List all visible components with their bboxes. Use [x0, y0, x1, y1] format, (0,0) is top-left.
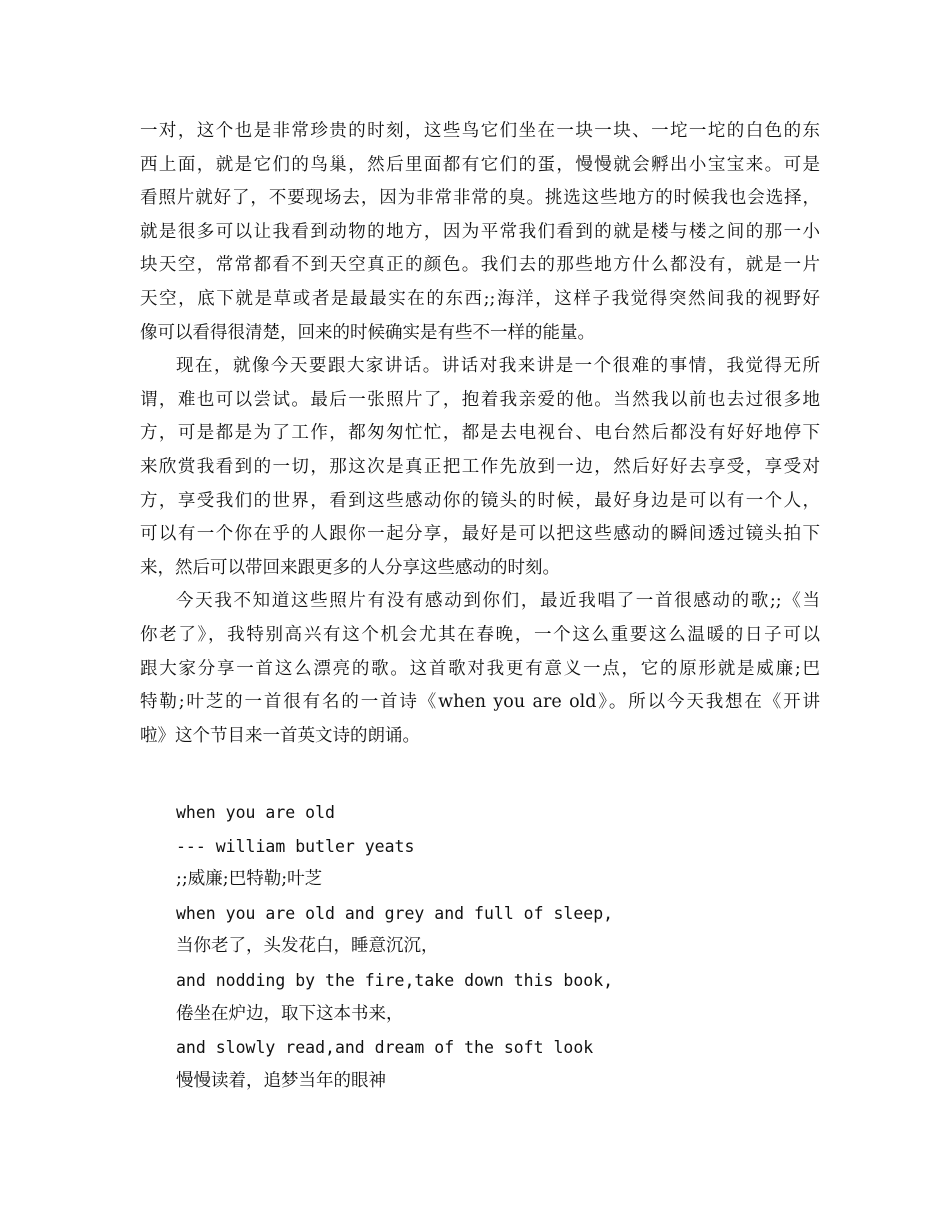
- text-line: 一对，这个也是非常珍贵的时刻，这些鸟它们坐在一块一块、一坨一坨的白色的东: [140, 121, 820, 141]
- text-line: 块天空，常常都看不到天空真正的颜色。我们去的那些地方什么都没有，就是一片: [140, 255, 820, 276]
- text-line: 可以有一个你在乎的人跟你一起分享，最好是可以把这些感动的瞬间透过镜头拍下: [140, 524, 820, 545]
- poem-line-translation: 慢慢读着，追梦当年的眼神: [176, 1070, 386, 1091]
- paragraph-3: [140, 585, 820, 753]
- article-body: [140, 115, 820, 753]
- poem-block: [176, 796, 816, 1098]
- text-line: 方，可是都是为了工作，都匆匆忙忙，都是去电视台、电台然后都没有好好地停下: [140, 423, 820, 444]
- poem-line-translation: 倦坐在炉边，取下这本书来，: [176, 1003, 404, 1024]
- text-line: 来欣赏我看到的一切，那这次是真正把工作先放到一边，然后好好去享受，享受对: [140, 456, 820, 477]
- text-line: 特勒;叶芝的一首很有名的一首诗《when you are old》。所以今天我想在《开讲: [140, 692, 820, 713]
- poem-line: when you are old and grey and full of sleep,: [176, 903, 614, 923]
- text-line: 看照片就好了，不要现场去，因为非常非常的臭。挑选这些地方的时候我也会选择，: [140, 188, 820, 209]
- text-line: 今天我不知道这些照片有没有感动到你们，最近我唱了一首很感动的歌;;《当: [176, 591, 820, 612]
- text-line: 像可以看得很清楚，回来的时候确实是有些不一样的能量。: [140, 322, 595, 343]
- paragraph-2: [140, 350, 820, 585]
- text-line: 啦》这个节目来一首英文诗的朗诵。: [140, 725, 420, 746]
- text-line: 就是很多可以让我看到动物的地方，因为平常我们看到的就是楼与楼之间的那一小: [140, 221, 820, 242]
- paragraph-1: [140, 115, 820, 350]
- text-line: 来，然后可以带回来跟更多的人分享这些感动的时刻。: [140, 557, 560, 578]
- poem-line: and nodding by the fire,take down this book,: [176, 970, 614, 990]
- poem-line-translation: 当你老了，头发花白，睡意沉沉，: [176, 936, 439, 957]
- text-line: 天空，底下就是草或者是最最实在的东西;;海洋，这样子我觉得突然间我的视野好: [140, 288, 820, 309]
- poem-line: and slowly read,and dream of the soft look: [176, 1038, 594, 1058]
- text-line: 跟大家分享一首这么漂亮的歌。这首歌对我更有意义一点，它的原形就是威廉;巴: [140, 658, 820, 679]
- text-line: 方，享受我们的世界，看到这些感动你的镜头的时候，最好身边是可以有一个人，: [140, 490, 820, 511]
- text-line: 你老了》，我特别高兴有这个机会尤其在春晚，一个这么重要这么温暖的日子可以: [140, 624, 820, 645]
- poem-author: --- william butler yeats: [176, 836, 415, 856]
- poem-author-chinese: ;;威廉;巴特勒;叶芝: [176, 869, 323, 890]
- text-line: 西上面，就是它们的鸟巢，然后里面都有它们的蛋，慢慢就会孵出小宝宝来。可是: [140, 154, 820, 175]
- text-line: 谓，难也可以尝试。最后一张照片了，抱着我亲爱的他。当然我以前也去过很多地: [140, 389, 820, 410]
- text-line: 现在，就像今天要跟大家讲话。讲话对我来讲是一个很难的事情，我觉得无所: [176, 356, 820, 377]
- poem-title: when you are old: [176, 803, 335, 822]
